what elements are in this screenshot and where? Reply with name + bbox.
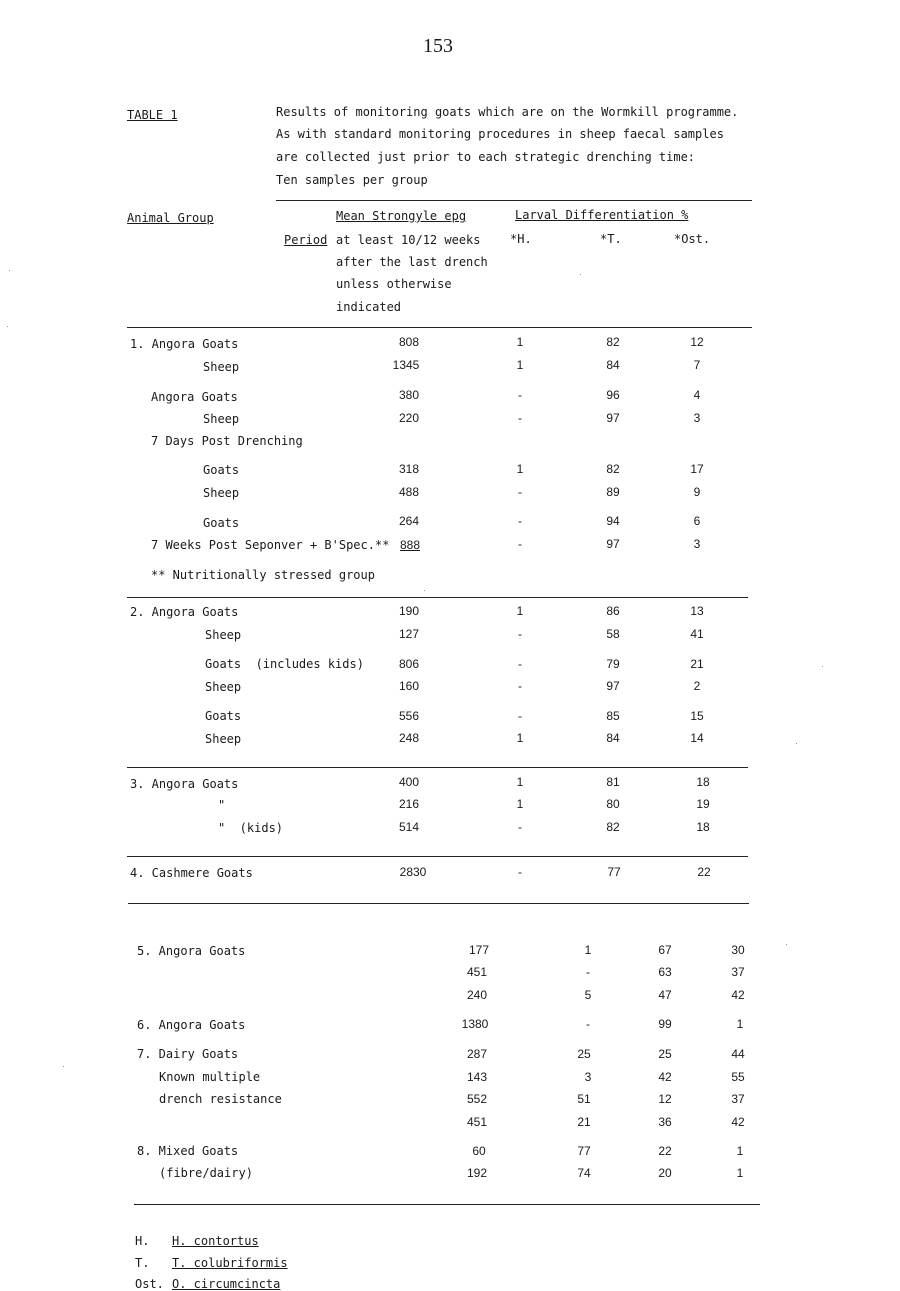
row-h: 51 (577, 1092, 591, 1106)
caption-line-1: Results of monitoring goats which are on the Wormkill programme. (276, 105, 739, 119)
row-h: 74 (577, 1166, 591, 1180)
header-larval-differentiation: Larval Differentiation % (515, 208, 689, 222)
row-epg: 220 (398, 411, 420, 425)
row-label: Goats (includes kids) (205, 657, 364, 671)
row-h: - (518, 485, 522, 499)
row-ost: 37 (731, 1092, 745, 1106)
row-label: 8. Mixed Goats (137, 1144, 239, 1158)
row-t: 85 (606, 709, 620, 723)
row-h: - (586, 965, 590, 979)
header-period-desc-4: indicated (336, 300, 402, 314)
row-label: 6. Angora Goats (137, 1018, 246, 1032)
row-label: 7 Days Post Drenching (151, 434, 303, 448)
row-label: Goats (203, 463, 240, 477)
header-animal-group: Animal Group (127, 211, 214, 225)
row-epg: 240 (466, 988, 488, 1002)
row-ost: 30 (731, 943, 745, 957)
row-label: Goats (205, 709, 242, 723)
section-rule (134, 1204, 760, 1205)
row-ost: 21 (690, 657, 704, 671)
header-period: Period (284, 233, 328, 247)
row-t: 89 (606, 485, 620, 499)
row-t: 81 (606, 775, 620, 789)
row-epg: 808 (398, 335, 420, 349)
header-top-rule (276, 200, 752, 201)
row-h: - (518, 411, 522, 425)
row-epg: 806 (398, 657, 420, 671)
row-h: - (518, 865, 522, 879)
row-ost: 22 (697, 865, 711, 879)
section-rule (127, 597, 748, 598)
page-number: 153 (423, 35, 453, 57)
row-h: 3 (584, 1070, 592, 1084)
row-ost: 2 (693, 679, 701, 693)
row-t: 99 (658, 1017, 672, 1031)
row-h: - (518, 388, 522, 402)
row-t: 82 (606, 335, 620, 349)
scan-speck (786, 944, 787, 945)
row-epg: 451 (466, 965, 488, 979)
header-ost: *Ost. (674, 232, 711, 246)
footnote-abbr: H. (135, 1234, 150, 1248)
scan-speck (9, 270, 10, 271)
row-t: 63 (658, 965, 672, 979)
row-label: drench resistance (159, 1092, 282, 1106)
row-t: 42 (658, 1070, 672, 1084)
footnote-name: T. colubriformis (172, 1256, 288, 1270)
section-rule (127, 767, 748, 768)
row-h: 1 (584, 943, 592, 957)
header-period-desc-1: at least 10/12 weeks (336, 233, 481, 247)
row-t: 77 (607, 865, 621, 879)
row-ost: 44 (731, 1047, 745, 1061)
row-label: Angora Goats (151, 390, 238, 404)
row-epg: 380 (398, 388, 420, 402)
row-label: Sheep (205, 732, 242, 746)
row-t: 58 (606, 627, 620, 641)
row-epg: 556 (398, 709, 420, 723)
row-ost: 55 (731, 1070, 745, 1084)
row-label: Sheep (203, 412, 240, 426)
row-ost: 17 (690, 462, 704, 476)
row-label: 1. Angora Goats (130, 337, 239, 351)
footnote-name: H. contortus (172, 1234, 259, 1248)
row-h: - (518, 514, 522, 528)
caption-line-3: are collected just prior to each strategic drenching time: (276, 150, 696, 164)
row-h: 1 (516, 462, 524, 476)
row-t: 36 (658, 1115, 672, 1129)
scan-speck (63, 1066, 64, 1067)
row-epg: 2830 (399, 865, 427, 879)
row-epg: 488 (398, 485, 420, 499)
row-epg: 160 (398, 679, 420, 693)
row-h: 77 (577, 1144, 591, 1158)
row-epg: 190 (398, 604, 420, 618)
scan-speck (796, 743, 797, 744)
row-t: 80 (606, 797, 620, 811)
row-label: " (kids) (218, 821, 284, 835)
row-label: 3. Angora Goats (130, 777, 239, 791)
section-rule (127, 856, 748, 857)
row-epg: 318 (398, 462, 420, 476)
row-ost: 7 (693, 358, 701, 372)
row-t: 97 (606, 679, 620, 693)
row-h: 1 (516, 731, 524, 745)
row-t: 47 (658, 988, 672, 1002)
row-t: 82 (606, 820, 620, 834)
row-t: 97 (606, 537, 620, 551)
row-h: - (518, 537, 522, 551)
row-label: " (218, 798, 226, 812)
scan-speck (580, 274, 581, 275)
row-epg: 248 (398, 731, 420, 745)
row-ost: 18 (696, 775, 710, 789)
row-epg: 177 (468, 943, 490, 957)
row-ost: 1 (736, 1144, 744, 1158)
row-ost: 9 (693, 485, 701, 499)
row-t: 20 (658, 1166, 672, 1180)
header-mean-epg: Mean Strongyle epg (336, 209, 467, 223)
row-t: 12 (658, 1092, 672, 1106)
row-h: - (518, 657, 522, 671)
row-h: - (518, 627, 522, 641)
row-label: 5. Angora Goats (137, 944, 246, 958)
row-ost: 37 (731, 965, 745, 979)
row-label: 4. Cashmere Goats (130, 866, 253, 880)
scan-speck (7, 326, 8, 327)
row-epg: 127 (398, 627, 420, 641)
row-t: 84 (606, 731, 620, 745)
row-h: 1 (516, 335, 524, 349)
row-epg: 552 (466, 1092, 488, 1106)
header-bottom-rule (127, 327, 752, 328)
row-label: (fibre/dairy) (159, 1166, 253, 1180)
row-ost: 12 (690, 335, 704, 349)
row-h: 5 (584, 988, 592, 1002)
row-h: 1 (516, 797, 524, 811)
row-label: Known multiple (159, 1070, 261, 1084)
row-ost: 41 (690, 627, 704, 641)
row-ost: 18 (696, 820, 710, 834)
row-t: 82 (606, 462, 620, 476)
footnote-abbr: T. (135, 1256, 150, 1270)
row-epg: 888 (399, 538, 421, 552)
row-t: 79 (606, 657, 620, 671)
row-h: - (518, 709, 522, 723)
header-period-desc-3: unless otherwise (336, 277, 452, 291)
row-t: 84 (606, 358, 620, 372)
row-h: - (518, 820, 522, 834)
table-label: TABLE 1 (127, 108, 178, 122)
caption-line-4: Ten samples per group (276, 173, 428, 187)
row-t: 22 (658, 1144, 672, 1158)
row-label: 7 Weeks Post Seponver + B'Spec.** (151, 538, 390, 552)
row-epg: 216 (398, 797, 420, 811)
row-h: - (518, 679, 522, 693)
caption-line-2: As with standard monitoring procedures in sheep faecal samples (276, 127, 724, 141)
header-period-desc-2: after the last drench (336, 255, 488, 269)
row-epg: 514 (398, 820, 420, 834)
row-epg: 60 (472, 1144, 486, 1158)
row-epg: 1380 (461, 1017, 489, 1031)
row-ost: 1 (736, 1017, 744, 1031)
row-t: 94 (606, 514, 620, 528)
row-ost: 13 (690, 604, 704, 618)
row-t: 86 (606, 604, 620, 618)
scan-speck (822, 666, 823, 667)
row-label: Goats (203, 516, 240, 530)
row-epg: 143 (466, 1070, 488, 1084)
row-label: Sheep (203, 486, 240, 500)
row-h: 1 (516, 604, 524, 618)
row-h: 25 (577, 1047, 591, 1061)
row-ost: 6 (693, 514, 701, 528)
row-ost: 19 (696, 797, 710, 811)
row-epg: 192 (466, 1166, 488, 1180)
row-ost: 1 (736, 1166, 744, 1180)
scan-speck (424, 590, 425, 591)
row-t: 67 (658, 943, 672, 957)
footnote-abbr: Ost. (135, 1277, 164, 1291)
header-h: *H. (510, 232, 532, 246)
row-ost: 42 (731, 988, 745, 1002)
row-epg: 451 (466, 1115, 488, 1129)
row-h: 1 (516, 358, 524, 372)
row-t: 25 (658, 1047, 672, 1061)
row-ost: 42 (731, 1115, 745, 1129)
row-ost: 3 (693, 537, 701, 551)
row-ost: 4 (693, 388, 701, 402)
row-ost: 15 (690, 709, 704, 723)
footnote-name: O. circumcincta (172, 1277, 281, 1291)
row-ost: 14 (690, 731, 704, 745)
row-label: 7. Dairy Goats (137, 1047, 239, 1061)
row-t: 96 (606, 388, 620, 402)
row-label: Sheep (205, 680, 242, 694)
row-label: Sheep (205, 628, 242, 642)
row-label: Sheep (203, 360, 240, 374)
row-label: 2. Angora Goats (130, 605, 239, 619)
row-epg: 1345 (392, 358, 420, 372)
row-h: 21 (577, 1115, 591, 1129)
row-h: 1 (516, 775, 524, 789)
header-t: *T. (600, 232, 622, 246)
footnote-stressed-group: ** Nutritionally stressed group (151, 568, 375, 582)
row-h: - (586, 1017, 590, 1031)
row-t: 97 (606, 411, 620, 425)
row-epg: 287 (466, 1047, 488, 1061)
row-epg: 400 (398, 775, 420, 789)
row-ost: 3 (693, 411, 701, 425)
row-epg: 264 (398, 514, 420, 528)
section-rule (128, 903, 749, 904)
